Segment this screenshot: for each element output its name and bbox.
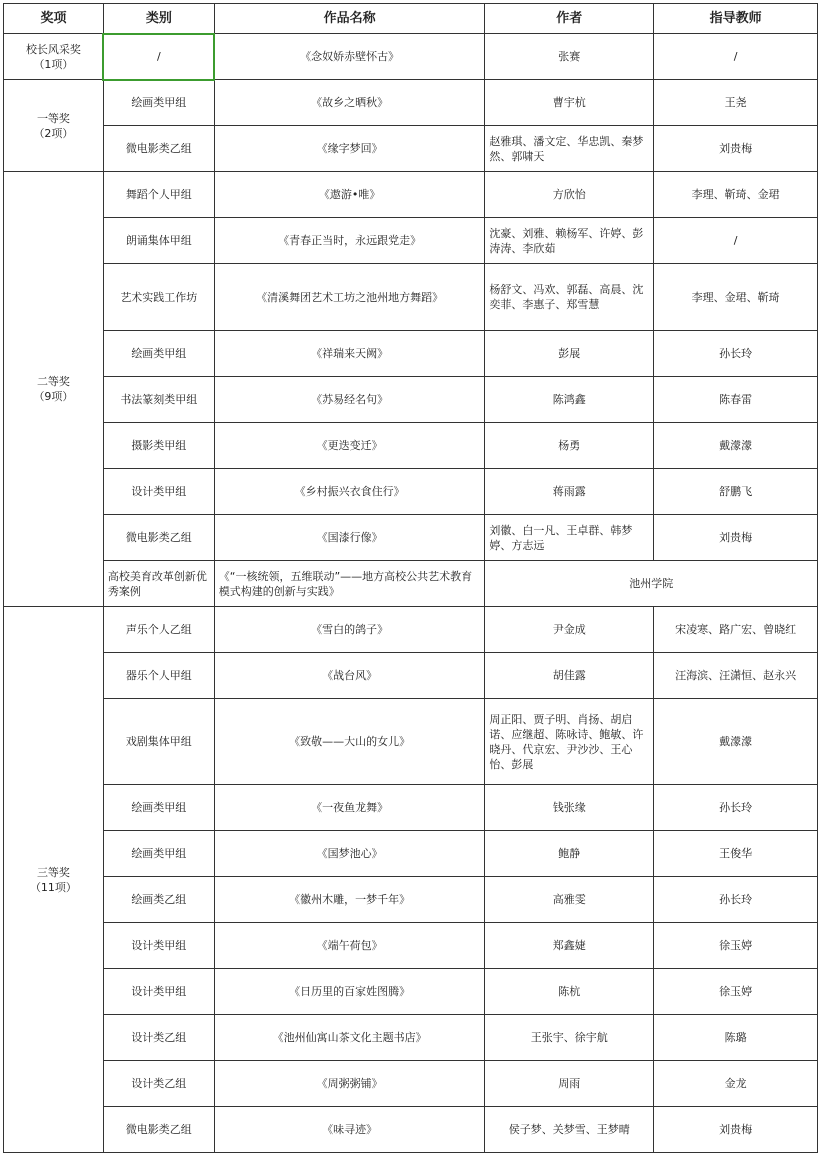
author-cell[interactable]: 蒋雨露 (485, 469, 654, 515)
header-category: 类别 (103, 4, 214, 34)
table-row (4, 331, 818, 377)
author-cell[interactable]: 胡佳露 (485, 653, 654, 699)
author-cell[interactable]: 沈豪、刘雅、赖杨军、许婷、彭涛涛、李欣茹 (485, 218, 654, 264)
teacher-cell[interactable]: 刘贵梅 (654, 126, 818, 172)
author-cell[interactable]: 曹宇杭 (485, 80, 654, 126)
table-row (4, 377, 818, 423)
teacher-cell[interactable]: 戴濛濛 (654, 699, 818, 785)
title-cell[interactable]: 《国梦池心》 (214, 831, 485, 877)
table-row (4, 831, 818, 877)
title-cell[interactable]: 《故乡之晒秋》 (214, 80, 485, 126)
category-cell[interactable]: 设计类乙组 (103, 1015, 214, 1061)
teacher-cell[interactable]: 孙长玲 (654, 331, 818, 377)
category-cell[interactable]: 设计类甲组 (103, 969, 214, 1015)
author-cell[interactable]: 杨舒文、冯欢、郭磊、高晨、沈奕菲、李惠子、郑雪慧 (485, 264, 654, 331)
table-row (4, 80, 818, 126)
author-cell[interactable]: 郑鑫婕 (485, 923, 654, 969)
title-cell[interactable]: 《清溪舞团艺术工坊之池州地方舞蹈》 (214, 264, 485, 331)
teacher-cell[interactable]: 陈璐 (654, 1015, 818, 1061)
category-cell[interactable]: 微电影类乙组 (103, 1107, 214, 1153)
author-cell[interactable]: 鲍静 (485, 831, 654, 877)
author-cell[interactable]: 池州学院 (485, 561, 818, 607)
category-cell[interactable]: 设计类甲组 (103, 923, 214, 969)
header-title: 作品名称 (214, 4, 485, 34)
teacher-cell[interactable]: 宋凌寒、路广宏、曾晓红 (654, 607, 818, 653)
category-cell[interactable]: 微电影类乙组 (103, 515, 214, 561)
header-award: 奖项 (4, 4, 104, 34)
award-count: （9项） (33, 390, 74, 403)
category-cell[interactable]: 书法篆刻类甲组 (103, 377, 214, 423)
title-cell[interactable]: 《念奴娇赤壁怀古》 (214, 34, 485, 80)
author-cell[interactable]: 钱张缘 (485, 785, 654, 831)
teacher-cell[interactable]: 汪海滨、汪潇恒、赵永兴 (654, 653, 818, 699)
category-cell[interactable]: 摄影类甲组 (103, 423, 214, 469)
table-row (4, 877, 818, 923)
teacher-cell[interactable]: 李理、金珺、靳琦 (654, 264, 818, 331)
author-cell[interactable]: 杨勇 (485, 423, 654, 469)
author-cell[interactable]: 刘徽、白一凡、王卓群、韩梦婷、方志远 (485, 515, 654, 561)
title-cell[interactable]: 《徽州木雕，一梦千年》 (214, 877, 485, 923)
award-name: 三等奖 (36, 865, 70, 879)
category-cell[interactable]: 绘画类甲组 (103, 831, 214, 877)
title-cell[interactable]: 《战台风》 (214, 653, 485, 699)
award-cell[interactable] (4, 80, 104, 172)
teacher-cell[interactable]: 陈春雷 (654, 377, 818, 423)
title-cell[interactable]: 《苏易经名句》 (214, 377, 485, 423)
award-name: 二等奖 (36, 375, 70, 388)
category-cell[interactable]: / (103, 34, 214, 80)
award-name: 一等奖 (36, 111, 70, 125)
title-cell[interactable]: 《国漆行像》 (214, 515, 485, 561)
category-cell[interactable]: 设计类甲组 (103, 469, 214, 515)
author-cell[interactable]: 侯子梦、关梦雪、王梦晴 (485, 1107, 654, 1153)
author-cell[interactable]: 张赛 (485, 34, 654, 80)
teacher-cell[interactable]: 徐玉婷 (654, 969, 818, 1015)
header-author: 作者 (485, 4, 654, 34)
award-cell[interactable] (4, 607, 104, 1153)
title-cell[interactable]: 《一夜鱼龙舞》 (214, 785, 485, 831)
author-cell[interactable]: 尹金成 (485, 607, 654, 653)
author-cell[interactable]: 彭展 (485, 331, 654, 377)
author-cell[interactable]: 赵雅琪、潘文定、华忠凯、秦梦然、郭啸天 (485, 126, 654, 172)
award-cell[interactable] (4, 172, 104, 607)
title-cell[interactable]: 《缘字梦回》 (214, 126, 485, 172)
title-cell[interactable]: 《端午荷包》 (214, 923, 485, 969)
header-row (4, 4, 818, 34)
title-cell[interactable]: 《祥瑞来天阙》 (214, 331, 485, 377)
title-cell[interactable]: 《池州仙寓山茶文化主题书店》 (214, 1015, 485, 1061)
category-cell[interactable]: 绘画类乙组 (103, 877, 214, 923)
category-cell[interactable]: 舞蹈个人甲组 (103, 172, 214, 218)
award-count: （2项） (33, 126, 74, 140)
table-row (4, 561, 818, 607)
title-cell[interactable]: 《乡村振兴衣食住行》 (214, 469, 485, 515)
teacher-cell[interactable]: 徐玉婷 (654, 923, 818, 969)
author-cell[interactable]: 周雨 (485, 1061, 654, 1107)
title-cell[interactable]: 《味寻迹》 (214, 1107, 485, 1153)
category-cell[interactable]: 绘画类甲组 (103, 331, 214, 377)
table-row (4, 785, 818, 831)
table-row (4, 469, 818, 515)
table-row (4, 423, 818, 469)
author-cell[interactable]: 王张宇、徐宇航 (485, 1015, 654, 1061)
table-row (4, 1061, 818, 1107)
table-row (4, 1015, 818, 1061)
author-cell[interactable]: 陈杭 (485, 969, 654, 1015)
award-count: （11项） (29, 880, 77, 894)
teacher-cell[interactable]: 金龙 (654, 1061, 818, 1107)
teacher-cell[interactable]: 王俊华 (654, 831, 818, 877)
table-row (4, 923, 818, 969)
table-row (4, 172, 818, 218)
header-teacher: 指导教师 (654, 4, 818, 34)
title-cell[interactable]: 《遨游•唯》 (214, 172, 485, 218)
teacher-cell[interactable]: 孙长玲 (654, 785, 818, 831)
author-cell[interactable]: 方欣怡 (485, 172, 654, 218)
award-cell[interactable] (4, 34, 104, 80)
award-name: 校长风采奖 (25, 42, 81, 56)
category-cell[interactable]: 绘画类甲组 (103, 80, 214, 126)
teacher-cell[interactable]: 李理、靳琦、金珺 (654, 172, 818, 218)
table-row (4, 126, 818, 172)
table-row (4, 34, 818, 80)
author-cell[interactable]: 周正阳、贾子明、肖扬、胡启诺、应继超、陈咏诗、鲍敏、许晓丹、代京宏、尹沙沙、王心怡、彭展 (485, 699, 654, 785)
title-cell[interactable]: 《日历里的百家姓图腾》 (214, 969, 485, 1015)
title-cell[interactable]: 《周粥粥铺》 (214, 1061, 485, 1107)
title-cell[interactable]: 《致敬——大山的女儿》 (214, 699, 485, 785)
category-cell[interactable]: 声乐个人乙组 (103, 607, 214, 653)
teacher-cell[interactable]: 刘贵梅 (654, 1107, 818, 1153)
table-row (4, 218, 818, 264)
teacher-cell[interactable]: 刘贵梅 (654, 515, 818, 561)
category-cell[interactable]: 绘画类甲组 (103, 785, 214, 831)
title-cell[interactable]: 《雪白的鸽子》 (214, 607, 485, 653)
table-row (4, 699, 818, 785)
category-cell[interactable]: 设计类乙组 (103, 1061, 214, 1107)
title-cell[interactable]: 《青春正当时，永远跟党走》 (214, 218, 485, 264)
table-row (4, 969, 818, 1015)
title-cell[interactable]: 《“一核统领，五维联动”——地方高校公共艺术教育模式构建的创新与实践》 (214, 561, 485, 607)
category-cell[interactable]: 艺术实践工作坊 (103, 264, 214, 331)
table-body (4, 34, 818, 1153)
table-row (4, 653, 818, 699)
teacher-cell[interactable]: 戴濛濛 (654, 423, 818, 469)
award-count: （1项） (33, 57, 74, 71)
teacher-cell[interactable]: 舒鹏飞 (654, 469, 818, 515)
category-cell[interactable]: 戏剧集体甲组 (103, 699, 214, 785)
category-cell[interactable]: 器乐个人甲组 (103, 653, 214, 699)
teacher-cell[interactable]: / (654, 34, 818, 80)
table-row (4, 607, 818, 653)
title-cell[interactable]: 《更迭变迁》 (214, 423, 485, 469)
award-table (3, 3, 818, 1153)
teacher-cell[interactable]: / (654, 218, 818, 264)
teacher-cell[interactable]: 孙长玲 (654, 877, 818, 923)
table-row (4, 264, 818, 331)
category-cell[interactable]: 朗诵集体甲组 (103, 218, 214, 264)
teacher-cell[interactable]: 王尧 (654, 80, 818, 126)
table-row (4, 515, 818, 561)
author-cell[interactable]: 高雅雯 (485, 877, 654, 923)
category-cell[interactable]: 高校美育改革创新优秀案例 (103, 561, 214, 607)
category-cell[interactable]: 微电影类乙组 (103, 126, 214, 172)
author-cell[interactable]: 陈鸿鑫 (485, 377, 654, 423)
